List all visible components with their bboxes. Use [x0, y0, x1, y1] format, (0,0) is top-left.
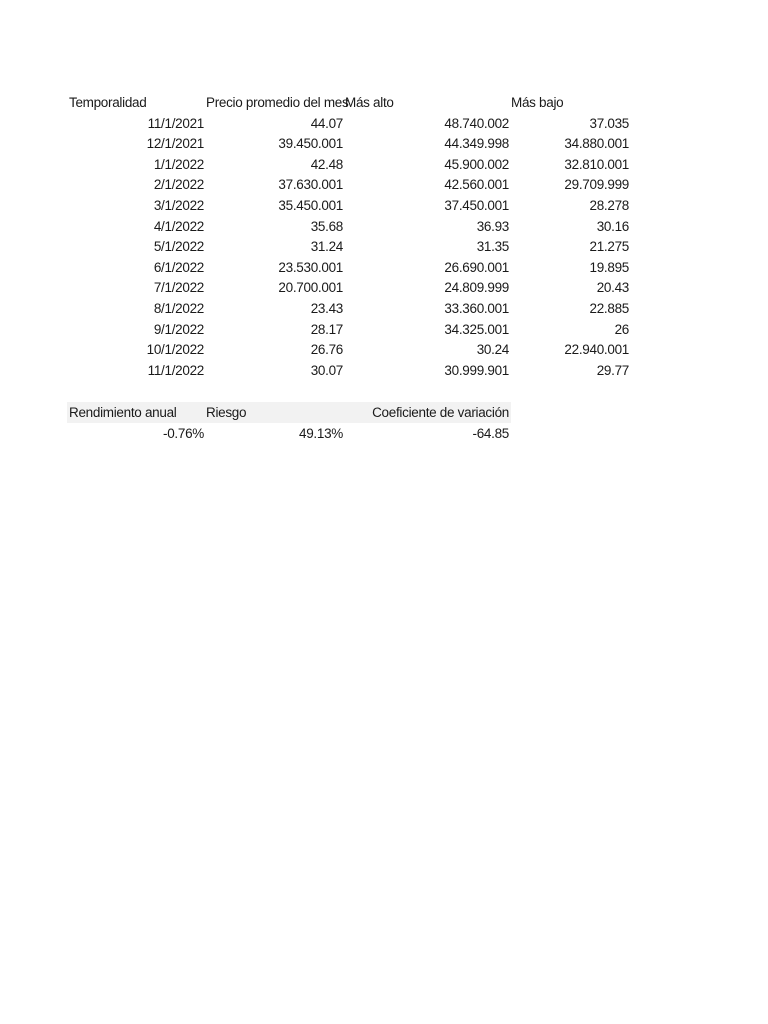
- summary-label-riesgo[interactable]: Riesgo: [206, 405, 247, 420]
- cell-precio-promedio[interactable]: 42.48: [310, 156, 343, 172]
- table-row: [67, 320, 629, 341]
- table-row: [67, 340, 629, 361]
- cell-temporalidad[interactable]: 12/1/2021: [146, 136, 204, 152]
- cell-mas-bajo[interactable]: 34.880.001: [564, 136, 629, 152]
- cell-precio-promedio[interactable]: 23.43: [310, 301, 343, 316]
- cell-mas-bajo[interactable]: 30.16: [596, 218, 629, 234]
- cell-mas-bajo[interactable]: 28.278: [589, 198, 629, 213]
- cell-precio-promedio[interactable]: 28.17: [310, 321, 343, 337]
- table-row: [67, 196, 629, 217]
- cell-precio-promedio[interactable]: 26.76: [310, 342, 343, 358]
- table-row: [67, 278, 629, 299]
- cell-mas-alto[interactable]: 30.999.901: [444, 362, 509, 378]
- table-header-row: [67, 93, 629, 114]
- table-row: [67, 237, 629, 258]
- summary-value-coeficiente[interactable]: -64.85: [472, 426, 509, 441]
- summary-values-row: [67, 424, 629, 445]
- cell-mas-bajo[interactable]: 22.885: [589, 301, 629, 316]
- cell-temporalidad[interactable]: 11/1/2022: [147, 362, 204, 378]
- table-row: [67, 258, 629, 279]
- header-precio-promedio[interactable]: Precio promedio del mes: [206, 95, 349, 110]
- cell-precio-promedio[interactable]: 30.07: [310, 362, 343, 378]
- cell-precio-promedio[interactable]: 23.530.001: [278, 259, 343, 275]
- cell-mas-bajo[interactable]: 29.77: [596, 362, 629, 378]
- table-row: [67, 175, 629, 196]
- summary-value-riesgo[interactable]: 49.13%: [299, 426, 343, 441]
- summary-value-rendimiento[interactable]: -0.76%: [163, 426, 204, 441]
- cell-mas-bajo[interactable]: 19.895: [589, 259, 629, 275]
- cell-temporalidad[interactable]: 6/1/2022: [153, 259, 204, 275]
- cell-precio-promedio[interactable]: 44.07: [310, 115, 343, 131]
- cell-temporalidad[interactable]: 7/1/2022: [153, 280, 204, 296]
- table-row: [67, 155, 629, 176]
- cell-temporalidad[interactable]: 9/1/2022: [153, 321, 204, 337]
- cell-mas-bajo[interactable]: 32.810.001: [564, 156, 629, 172]
- summary-label-rendimiento[interactable]: Rendimiento anual: [69, 405, 177, 420]
- cell-mas-bajo[interactable]: 37.035: [589, 115, 629, 131]
- cell-temporalidad[interactable]: 8/1/2022: [153, 301, 204, 316]
- table-row: [67, 361, 629, 382]
- cell-temporalidad[interactable]: 3/1/2022: [153, 198, 204, 213]
- cell-mas-alto[interactable]: 42.560.001: [444, 177, 509, 193]
- cell-precio-promedio[interactable]: 39.450.001: [278, 136, 343, 152]
- summary-label-coeficiente[interactable]: Coeficiente de variación: [372, 405, 509, 420]
- cell-mas-bajo[interactable]: 22.940.001: [564, 342, 629, 358]
- summary-header-row: [67, 403, 629, 424]
- cell-precio-promedio[interactable]: 35.68: [310, 218, 343, 234]
- cell-mas-alto[interactable]: 33.360.001: [444, 301, 509, 316]
- table-row: [67, 114, 629, 135]
- cell-mas-alto[interactable]: 24.809.999: [444, 280, 509, 296]
- cell-temporalidad[interactable]: 5/1/2022: [153, 239, 204, 255]
- cell-precio-promedio[interactable]: 37.630.001: [278, 177, 343, 193]
- table-row: [67, 299, 629, 320]
- table-row: [67, 134, 629, 155]
- cell-mas-bajo[interactable]: 29.709.999: [564, 177, 629, 193]
- cell-mas-alto[interactable]: 30.24: [476, 342, 509, 358]
- cell-precio-promedio[interactable]: 31.24: [310, 239, 343, 255]
- header-mas-alto[interactable]: Más alto: [345, 95, 394, 110]
- header-temporalidad[interactable]: Temporalidad: [69, 95, 147, 110]
- cell-temporalidad[interactable]: 11/1/2021: [147, 115, 204, 131]
- cell-temporalidad[interactable]: 2/1/2022: [153, 177, 204, 193]
- cell-mas-alto[interactable]: 48.740.002: [444, 115, 509, 131]
- cell-mas-alto[interactable]: 31.35: [476, 239, 509, 255]
- cell-temporalidad[interactable]: 10/1/2022: [146, 342, 204, 358]
- cell-temporalidad[interactable]: 4/1/2022: [153, 218, 204, 234]
- cell-mas-bajo[interactable]: 21.275: [589, 239, 629, 255]
- cell-mas-alto[interactable]: 45.900.002: [444, 156, 509, 172]
- cell-mas-bajo[interactable]: 20.43: [596, 280, 629, 296]
- cell-mas-bajo[interactable]: 26: [614, 321, 629, 337]
- cell-mas-alto[interactable]: 37.450.001: [444, 198, 509, 213]
- cell-temporalidad[interactable]: 1/1/2022: [153, 156, 204, 172]
- cell-mas-alto[interactable]: 34.325.001: [444, 321, 509, 337]
- cell-mas-alto[interactable]: 44.349.998: [444, 136, 509, 152]
- table-row: [67, 217, 629, 238]
- cell-mas-alto[interactable]: 26.690.001: [444, 259, 509, 275]
- header-mas-bajo[interactable]: Más bajo: [511, 95, 564, 110]
- cell-mas-alto[interactable]: 36.93: [476, 218, 509, 234]
- cell-precio-promedio[interactable]: 35.450.001: [278, 198, 343, 213]
- cell-precio-promedio[interactable]: 20.700.001: [278, 280, 343, 296]
